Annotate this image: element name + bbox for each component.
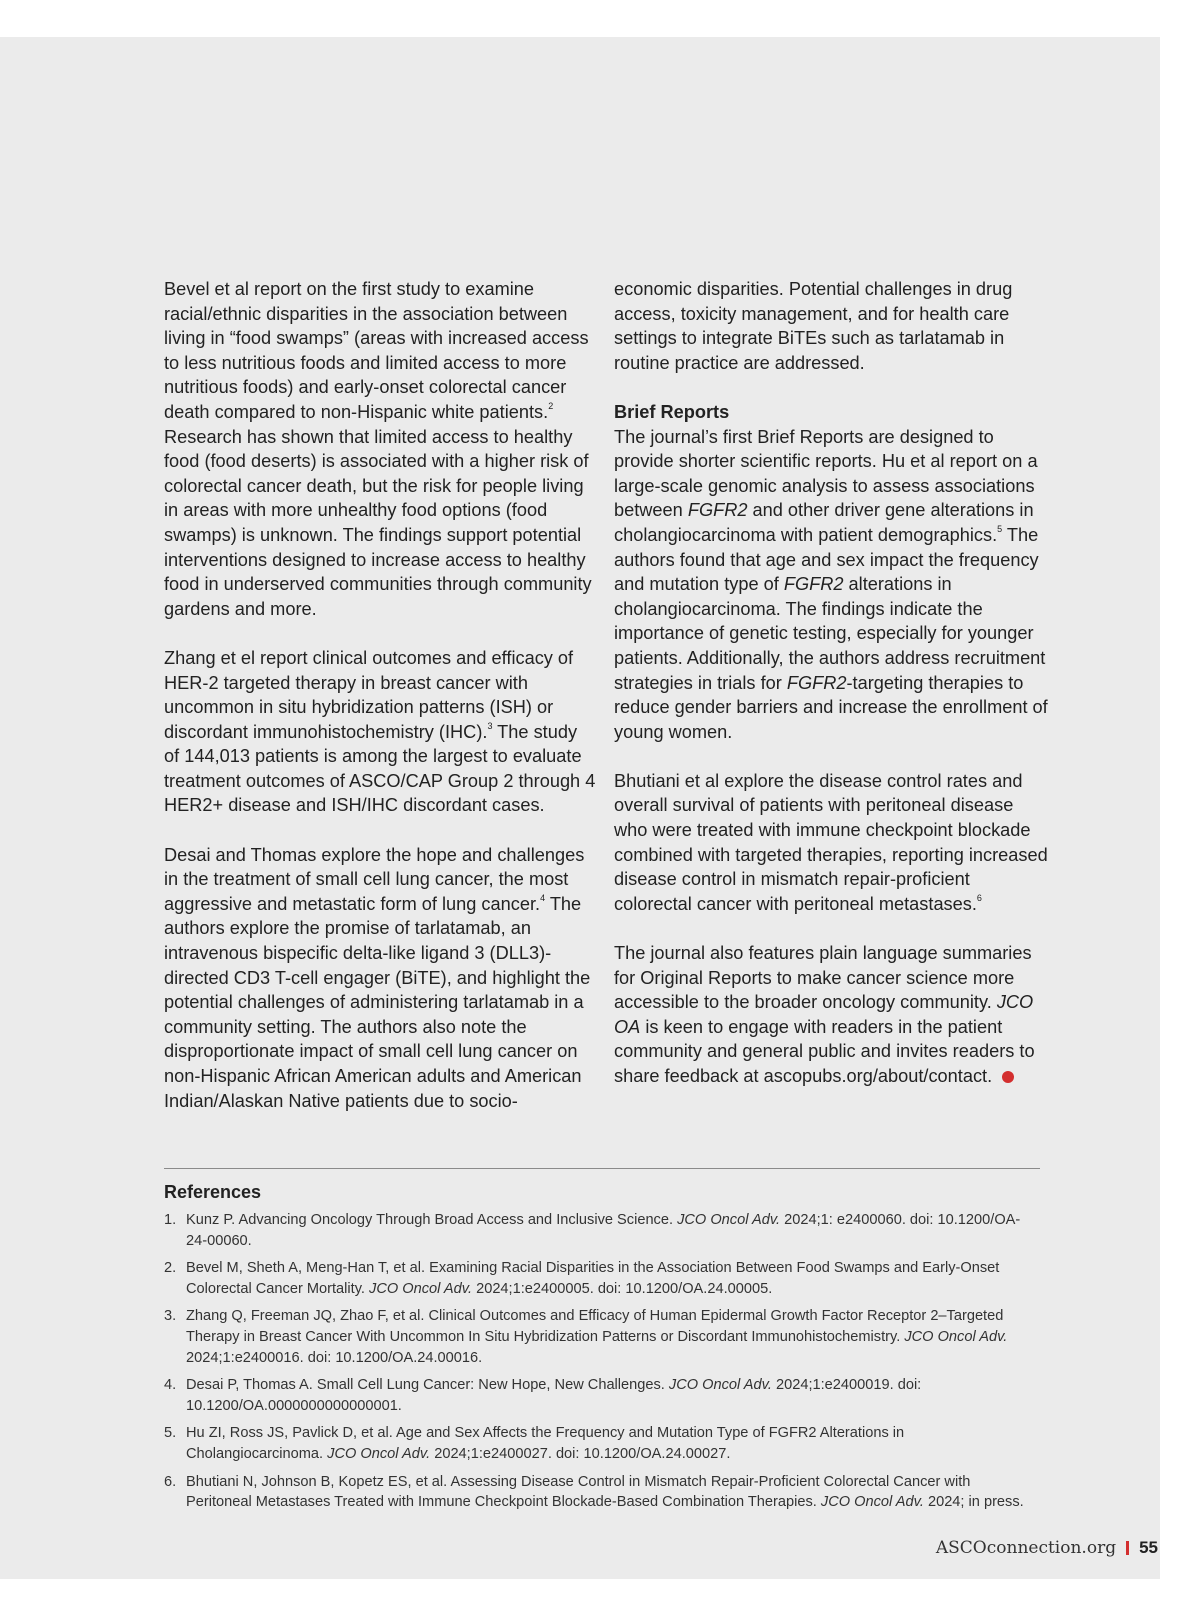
reference-item: 4. Desai P, Thomas A. Small Cell Lung Cancer: New Hope, New Challenges. JCO Oncol Adv. 2024;1:e2400019. doi: 10.1200/OA.0000000000000001.	[164, 1377, 922, 1414]
paragraph-bevel: Bevel et al report on the first study to examine racial/ethnic disparities in the association between living in “food swamps” (areas with increased access to less nutritious foods and limited access to more nutritious foods) and early-onset colorectal cancer death compared to non-Hispanic white patients.$^2$ Research has shown that limited access to healthy food (food deserts) is associated with a higher risk of colorectal cancer death, but the risk for people living in areas with more unhealthy food options (food swamps) is unknown. The findings support potential interventions designed to increase access to healthy food in underserved communities through community gardens and more.	[164, 279, 592, 619]
citation-5: 5	[997, 523, 1003, 534]
reference-item: 6. Bhutiani N, Johnson B, Kopetz ES, et al. Assessing Disease Control in Mismatch Repair-Proficient Colorectal Cancer with Peritoneal Metastases Treated with Immune Checkpoint Blockade-Based Combination Therapies. JCO Oncol Adv. 2024; in press.	[164, 1473, 1024, 1511]
references-section	[164, 1180, 1040, 1520]
reference-item: 1. Kunz P. Advancing Oncology Through Broad Access and Inclusive Science. JCO Oncol Adv. 2024;1: e2400060. doi: 10.1200/OA-24-00060.	[164, 1212, 1021, 1249]
right-column	[614, 277, 1050, 1089]
citation-3: 3	[487, 720, 493, 731]
reference-item: 2. Bevel M, Sheth A, Meng-Han T, et al. Examining Racial Disparities in the Association Between Food Swamps and Early-Onset Colorectal Cancer Mortality. JCO Oncol Adv. 2024;1:e2400005. doi: 10.1200/OA.24.00005.	[164, 1260, 1000, 1297]
citation-2: 2	[548, 400, 554, 411]
footer-site: ASCOconnection.org	[935, 1538, 1117, 1558]
paragraph-continuation: economic disparities. Potential challenges in drug access, toxicity management, and for health care settings to integrate BiTEs such as tarlatamab in routine practice are addressed.	[614, 279, 1013, 373]
paragraph-plain-language: The journal also features plain language summaries for Original Reports to make cancer science more accessible to the broader oncology community. JCO OA is keen to engage with readers in the patient community and general public and invites readers to share feedback at ascopubs.org/about/contact.	[614, 943, 1035, 1086]
end-mark-dot-icon	[1002, 1071, 1014, 1083]
page-number: 55	[1139, 1538, 1158, 1557]
references-list	[164, 1210, 1040, 1513]
reference-item: 3. Zhang Q, Freeman JQ, Zhao F, et al. Clinical Outcomes and Efficacy of Human Epidermal Growth Factor Receptor 2–Targeted Therapy in Breast Cancer With Uncommon In Situ Hybridization Patterns or Discordant Immunohistochemistry. JCO Oncol Adv. 2024;1:e2400016. doi: 10.1200/OA.24.00016.	[164, 1308, 1008, 1366]
footer-separator	[1126, 1541, 1129, 1555]
paragraph-zhang: Zhang et el report clinical outcomes and efficacy of HER-2 targeted therapy in breast cancer with uncommon in situ hybridization patterns (ISH) or discordant immunohistochemistry (IHC).$^3$ The study of 144,013 patients is among the largest to evaluate treatment outcomes of ASCO/CAP Group 2 through 4 HER2+ disease and ISH/IHC discordant cases.	[164, 647, 596, 816]
references-divider	[164, 1168, 1040, 1169]
reference-item: 5. Hu ZI, Ross JS, Pavlick D, et al. Age and Sex Affects the Frequency and Mutation Type of FGFR2 Alterations in Cholangiocarcinoma. JCO Oncol Adv. 2024;1:e2400027. doi: 10.1200/OA.24.00027.	[164, 1425, 905, 1462]
paragraph-bhutiani: Bhutiani et al explore the disease control rates and overall survival of patients with peritoneal disease who were treated with immune checkpoint blockade combined with targeted therapies, reporting increased disease control in mismatch repair-proficient colorectal cancer with peritoneal metastases.$^6$	[614, 770, 1048, 914]
citation-4: 4	[540, 892, 546, 903]
paragraph-brief-reports: Brief Reports The journal’s first Brief Reports are designed to provide shorter scientific reports. Hu et al report on a large-scale genomic analysis to assess associations between FGFR2 and other driver gene alterations in cholangiocarcinoma with patient demographics.$^5$ The authors found that age and sex impact the frequency and mutation type of FGFR2 alterations in cholangiocarcinoma. The findings indicate the importance of genetic testing, especially for younger patients. Additionally, the authors address recruitment strategies in trials for FGFR2-targeting therapies to reduce gender barriers and increase the enrollment of young women.	[614, 400, 1050, 744]
left-column	[164, 277, 596, 1113]
paragraph-desai: Desai and Thomas explore the hope and challenges in the treatment of small cell lung cancer, the most aggressive and metastatic form of lung cancer.$^4$ The authors explore the promise of tarlatamab, an intravenous bispecific delta-like ligand 3 (DLL3)-directed CD3 T-cell engager (BiTE), and highlight the potential challenges of administering tarlatamab in a community setting. The authors also note the disproportionate impact of small cell lung cancer on non-Hispanic African American adults and American Indian/Alaskan Native patients due to socio-	[164, 844, 591, 1111]
citation-6: 6	[976, 892, 982, 903]
references-title: References	[164, 1182, 262, 1202]
brief-reports-heading: Brief Reports	[614, 401, 730, 422]
page-footer	[936, 1538, 1158, 1558]
